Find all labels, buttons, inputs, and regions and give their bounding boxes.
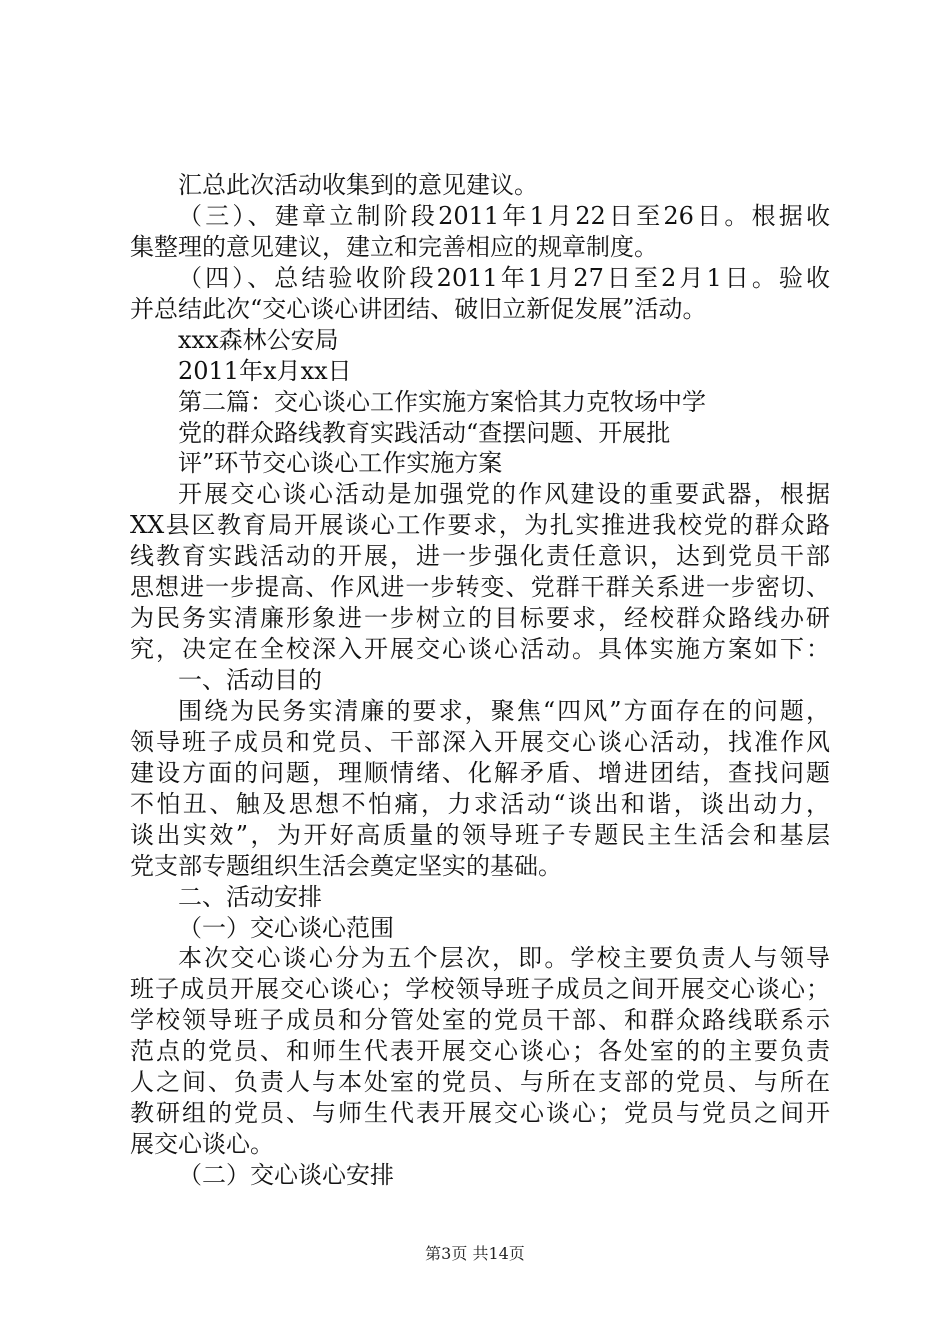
subheading: （一）交心谈心范围: [178, 914, 394, 942]
text-line: 汇总此次活动收集到的意见建议。: [178, 171, 538, 199]
text-line: XX县区教育局开展谈心工作要求，为扎实推进我校党的群众路: [130, 511, 830, 539]
section-title: 第二篇：交心谈心工作实施方案恰其力克牧场中学: [178, 388, 706, 416]
text-line: 不怕丑、触及思想不怕痛，力求活动“谈出和谐，谈出动力，: [130, 790, 830, 818]
text-line: 并总结此次“交心谈心讲团结、破旧立新促发展”活动。: [130, 295, 707, 323]
text-line: 究，决定在全校深入开展交心谈心活动。具体实施方案如下：: [130, 635, 830, 663]
subheading: （二）交心谈心安排: [178, 1161, 394, 1189]
text-line: 集整理的意见建议，建立和完善相应的规章制度。: [130, 233, 658, 261]
text-line: 建设方面的问题，理顺情绪、化解矛盾、增进团结，查找问题: [130, 759, 830, 787]
heading: 一、活动目的: [178, 666, 322, 694]
text-line: 班子成员开展交心谈心；学校领导班子成员之间开展交心谈心；: [130, 975, 830, 1003]
text-line: 本次交心谈心分为五个层次，即。学校主要负责人与领导: [178, 944, 830, 972]
text-line: （三）、建章立制阶段2011年1月22日至26日。根据收: [178, 202, 830, 230]
text-line: （四）、总结验收阶段2011年1月27日至2月1日。验收: [178, 264, 830, 292]
text-line: 为民务实清廉形象进一步树立的目标要求，经校群众路线办研: [130, 604, 830, 632]
text-line: 教研组的党员、与师生代表开展交心谈心；党员与党员之间开: [130, 1099, 830, 1127]
heading: 二、活动安排: [178, 883, 322, 911]
text-line: 范点的党员、和师生代表开展交心谈心；各处室的的主要负责: [130, 1037, 830, 1065]
text-line: 人之间、负责人与本处室的党员、与所在支部的党员、与所在: [130, 1068, 830, 1096]
text-line: 谈出实效”，为开好高质量的领导班子专题民主生活会和基层: [130, 821, 830, 849]
text-line: 党支部专题组织生活会奠定坚实的基础。: [130, 852, 562, 880]
text-line: 线教育实践活动的开展，进一步强化责任意识，达到党员干部: [130, 542, 830, 570]
section-title: 党的群众路线教育实践活动“查摆问题、开展批: [178, 419, 671, 447]
text-line: 围绕为民务实清廉的要求，聚焦“四风”方面存在的问题，: [178, 697, 830, 725]
signature-org: xxx森林公安局: [178, 326, 339, 354]
text-line: 学校领导班子成员和分管处室的党员干部、和群众路线联系示: [130, 1006, 830, 1034]
text-line: 思想进一步提高、作风进一步转变、党群干群关系进一步密切、: [130, 573, 830, 601]
page-number: 第3页 共14页: [425, 1244, 525, 1263]
section-title: 评”环节交心谈心工作实施方案: [178, 449, 503, 477]
signature-date: 2011年x月xx日: [178, 357, 352, 385]
text-line: 开展交心谈心活动是加强党的作风建设的重要武器，根据: [178, 480, 830, 508]
text-line: 展交心谈心。: [130, 1130, 274, 1158]
text-line: 领导班子成员和党员、干部深入开展交心谈心活动，找准作风: [130, 728, 830, 756]
